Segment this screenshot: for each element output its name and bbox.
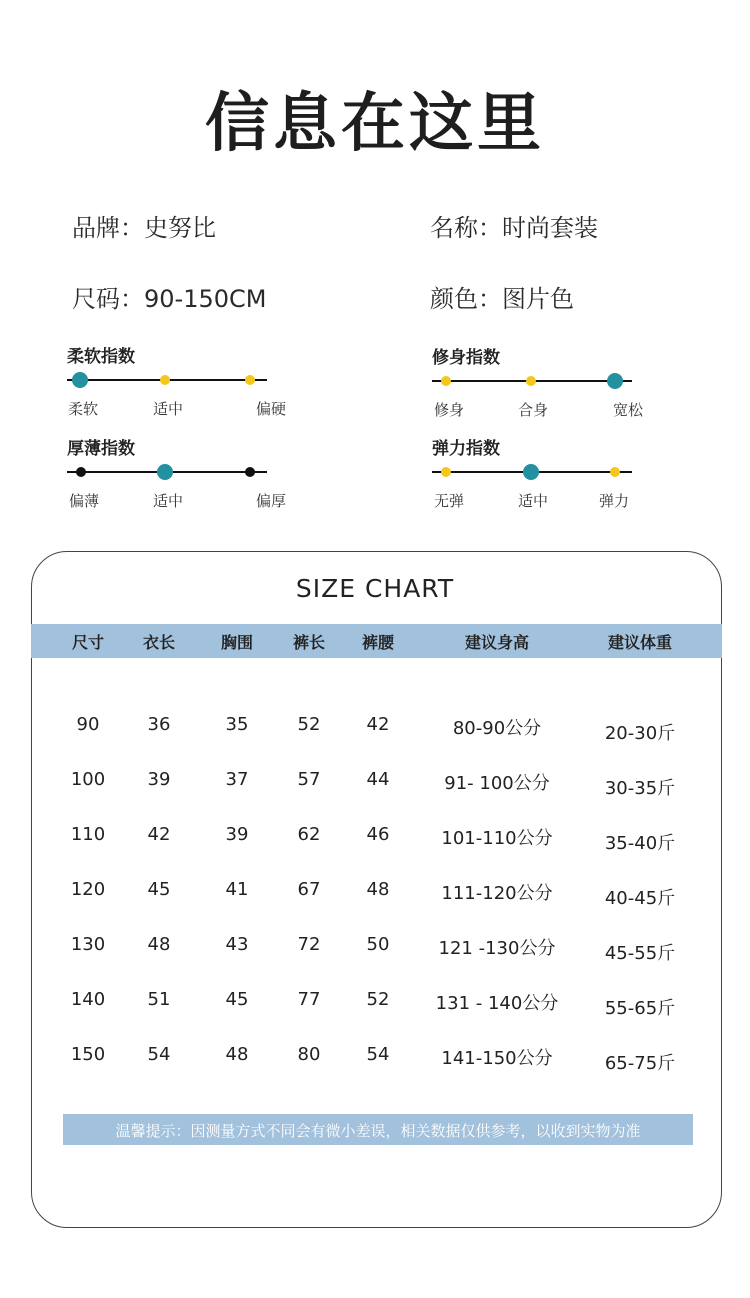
table-cell: 20-30斤 xyxy=(604,723,676,744)
table-cell: 90 xyxy=(76,714,100,735)
table-header-cell: 裤长 xyxy=(292,633,326,652)
page-title: 信息在这里 xyxy=(205,87,545,161)
scale-dot xyxy=(526,376,536,386)
table-cell: 48 xyxy=(366,879,390,900)
scale-dot xyxy=(441,376,451,386)
table-cell: 141-150公分 xyxy=(441,1048,553,1069)
table-cell: 77 xyxy=(297,989,321,1010)
table-cell: 51 xyxy=(147,989,171,1010)
scale-label: 偏厚 xyxy=(256,492,287,510)
table-cell: 45 xyxy=(225,989,249,1010)
table-cell: 150 xyxy=(70,1044,106,1065)
table-cell: 42 xyxy=(366,714,390,735)
table-cell: 37 xyxy=(225,769,249,790)
table-cell: 42 xyxy=(147,824,171,845)
table-cell: 65-75斤 xyxy=(604,1053,676,1074)
scale-title: 厚薄指数 xyxy=(67,439,135,459)
scale-dot xyxy=(245,375,255,385)
table-cell: 44 xyxy=(366,769,390,790)
note-text: 温馨提示：因测量方式不同会有微小差误，相关数据仅供参考，以收到实物为准 xyxy=(115,1122,641,1140)
size-range-info: 尺码：90-150CM xyxy=(72,285,267,313)
table-cell: 121 -130公分 xyxy=(438,938,556,959)
table-cell: 55-65斤 xyxy=(604,998,676,1019)
table-cell: 111-120公分 xyxy=(441,883,553,904)
scale-label: 偏薄 xyxy=(69,492,100,510)
table-cell: 46 xyxy=(366,824,390,845)
color-info: 颜色：图片色 xyxy=(430,285,574,313)
scale-dot xyxy=(76,467,86,477)
table-cell: 35 xyxy=(225,714,249,735)
table-cell: 54 xyxy=(366,1044,390,1065)
table-header-cell: 建议体重 xyxy=(607,633,673,652)
table-cell: 101-110公分 xyxy=(441,828,553,849)
table-cell: 30-35斤 xyxy=(604,778,676,799)
table-cell: 48 xyxy=(225,1044,249,1065)
scale-label: 适中 xyxy=(153,492,184,510)
table-header-cell: 裤腰 xyxy=(361,633,395,652)
scale-label: 合身 xyxy=(518,401,549,419)
scale-dot xyxy=(441,467,451,477)
scale-label: 弹力 xyxy=(599,492,630,510)
product-name-info: 名称：时尚套装 xyxy=(430,214,598,242)
table-cell: 100 xyxy=(70,769,106,790)
size-chart-title: SIZE CHART xyxy=(295,574,455,603)
scale-label: 无弹 xyxy=(434,492,465,510)
table-cell: 120 xyxy=(70,879,106,900)
table-cell: 43 xyxy=(225,934,249,955)
table-cell: 62 xyxy=(297,824,321,845)
table-cell: 52 xyxy=(366,989,390,1010)
scale-label: 柔软 xyxy=(68,400,99,418)
scale-title: 柔软指数 xyxy=(67,347,135,367)
table-header-cell: 衣长 xyxy=(142,633,176,652)
scale-label: 适中 xyxy=(518,492,549,510)
table-cell: 140 xyxy=(70,989,106,1010)
table-cell: 80 xyxy=(297,1044,321,1065)
table-cell: 110 xyxy=(70,824,106,845)
table-cell: 39 xyxy=(225,824,249,845)
table-cell: 131 - 140公分 xyxy=(435,993,559,1014)
scale-title: 弹力指数 xyxy=(432,439,500,459)
scale-label: 修身 xyxy=(434,401,465,419)
table-cell: 45 xyxy=(147,879,171,900)
table-cell: 40-45斤 xyxy=(604,888,676,909)
scale-dot xyxy=(160,375,170,385)
table-cell: 41 xyxy=(225,879,249,900)
table-cell: 67 xyxy=(297,879,321,900)
table-cell: 35-40斤 xyxy=(604,833,676,854)
scale-dot xyxy=(523,464,539,480)
table-cell: 52 xyxy=(297,714,321,735)
scale-label: 偏硬 xyxy=(256,400,287,418)
scale-dot xyxy=(610,467,620,477)
table-cell: 130 xyxy=(70,934,106,955)
table-cell: 39 xyxy=(147,769,171,790)
table-cell: 72 xyxy=(297,934,321,955)
table-header-cell: 胸围 xyxy=(220,633,254,652)
table-cell: 36 xyxy=(147,714,171,735)
brand-info: 品牌：史努比 xyxy=(72,214,216,242)
scale-dot xyxy=(72,372,88,388)
scale-label: 适中 xyxy=(153,400,184,418)
table-cell: 57 xyxy=(297,769,321,790)
table-cell: 48 xyxy=(147,934,171,955)
scale-title: 修身指数 xyxy=(432,348,500,368)
scale-dot xyxy=(157,464,173,480)
table-header-cell: 建议身高 xyxy=(464,633,530,652)
table-cell: 54 xyxy=(147,1044,171,1065)
table-cell: 80-90公分 xyxy=(452,718,542,739)
scale-label: 宽松 xyxy=(613,401,644,419)
table-cell: 45-55斤 xyxy=(604,943,676,964)
table-header-cell: 尺寸 xyxy=(71,633,105,652)
scale-dot xyxy=(607,373,623,389)
scale-dot xyxy=(245,467,255,477)
table-cell: 91- 100公分 xyxy=(444,773,550,794)
table-cell: 50 xyxy=(366,934,390,955)
